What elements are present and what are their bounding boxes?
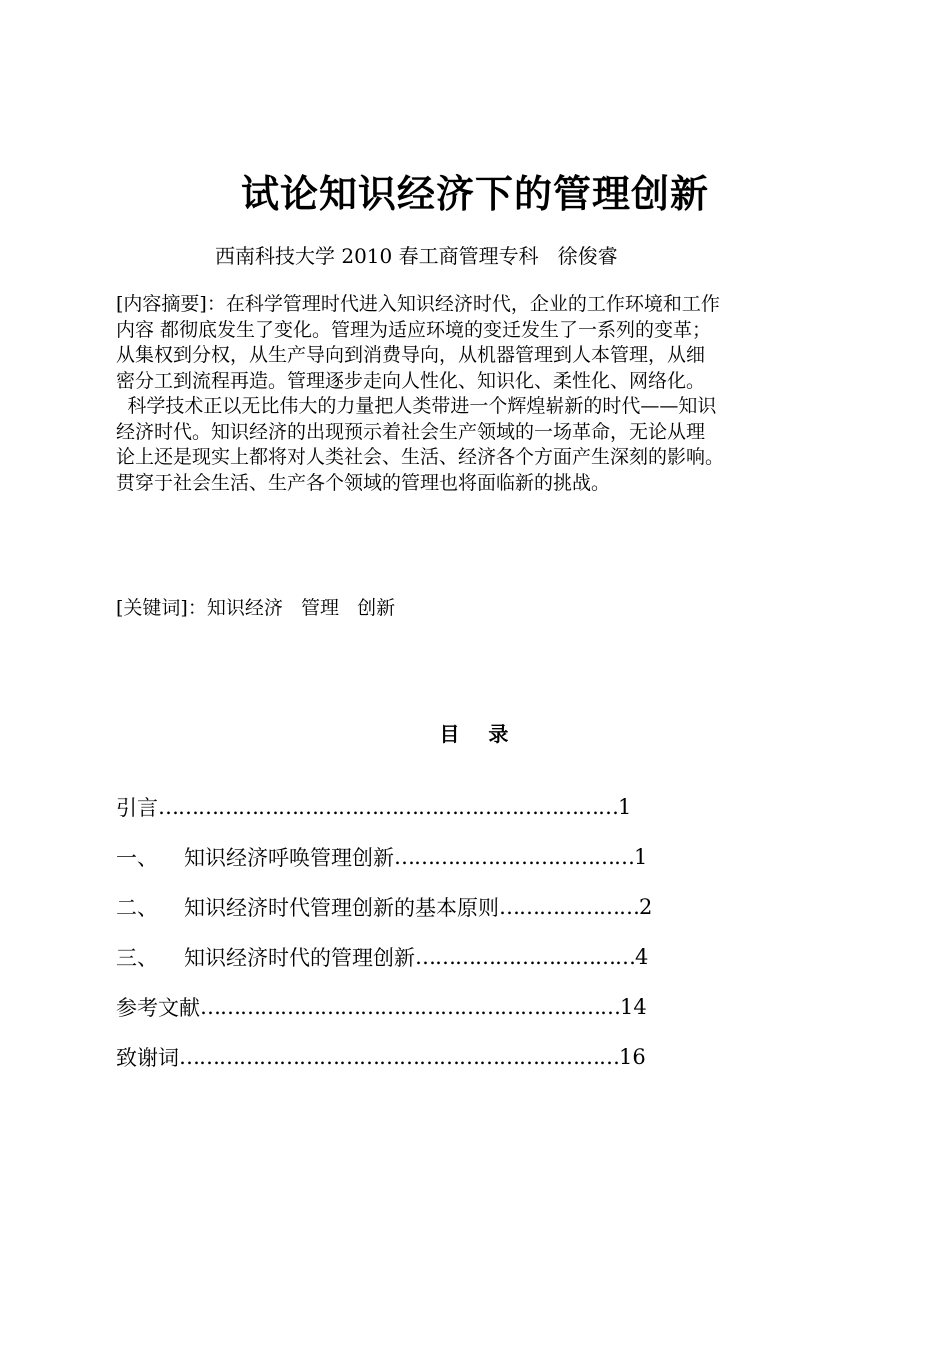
abstract-line: 经济时代。知识经济的出现预示着社会生产领域的一场革命，无论从理 <box>116 420 706 443</box>
abstract-line: 论上还是现实上都将对人类社会、生活、经济各个方面产生深刻的影响。 <box>116 446 725 468</box>
toc-leader-dots: …………………………………………………………… <box>158 795 618 819</box>
toc-page-number: 4 <box>635 945 649 969</box>
toc-entry <box>116 782 816 832</box>
abstract-line: 贯穿于社会生活、生产各个领域的管理也将面临新的挑战。 <box>116 471 611 494</box>
toc-leader-dots: ……………………………………………………… <box>200 995 620 1019</box>
toc-entry-label: 引言 <box>116 796 158 820</box>
toc-entry-number: 一、 <box>116 846 158 870</box>
toc-leader-dots: ………………………………………………………… <box>179 1045 619 1069</box>
toc-entry <box>116 832 816 882</box>
toc-leader-dots: ………………… <box>499 895 639 919</box>
toc-heading: 目 录 <box>439 722 511 746</box>
abstract-section <box>116 292 846 496</box>
toc-entry-label: 知识经济时代管理创新的基本原则 <box>184 896 499 920</box>
toc-entry <box>116 982 816 1032</box>
toc-entry-label: 参考文献 <box>116 996 200 1020</box>
toc-leader-dots: ……………………………… <box>394 845 634 869</box>
toc-page-number: 16 <box>619 1045 646 1069</box>
toc-entry-label: 知识经济呼唤管理创新 <box>184 846 394 870</box>
toc-entry-label: 致谢词 <box>116 1046 179 1070</box>
abstract-line: 密分工到流程再造。管理逐步走向人性化、知识化、柔性化、网络化。 <box>116 369 706 392</box>
keywords-line: [关键词]：知识经济 管理 创新 <box>116 597 396 619</box>
toc-entry-label: 知识经济时代的管理创新 <box>184 946 415 970</box>
abstract-line: 内容 都彻底发生了变化。管理为适应环境的变迁发生了一系列的变革； <box>116 318 712 341</box>
toc-entry-number: 二、 <box>116 896 158 920</box>
toc-page-number: 1 <box>618 795 632 819</box>
toc-page-number: 1 <box>634 845 648 869</box>
document-title: 试论知识经济下的管理创新 <box>240 172 709 216</box>
toc-page-number: 2 <box>639 895 653 919</box>
toc-entry-number: 三、 <box>116 946 158 970</box>
author-line: 西南科技大学 2010 春工商管理专科 徐俊睿 <box>215 244 618 268</box>
abstract-line: 从集权到分权，从生产导向到消费导向，从机器管理到人本管理，从细 <box>116 344 706 366</box>
abstract-line: 科学技术正以无比伟大的力量把人类带进一个辉煌崭新的时代——知识 <box>127 395 717 417</box>
toc-entry <box>116 1032 816 1082</box>
toc-leader-dots: …………………………… <box>415 945 635 969</box>
toc-page-number: 14 <box>620 995 647 1019</box>
toc-entry <box>116 882 816 932</box>
abstract-line: [内容摘要]：在科学管理时代进入知识经济时代，企业的工作环境和工作 <box>116 293 720 315</box>
table-of-contents <box>116 782 816 1082</box>
toc-entry <box>116 932 816 982</box>
